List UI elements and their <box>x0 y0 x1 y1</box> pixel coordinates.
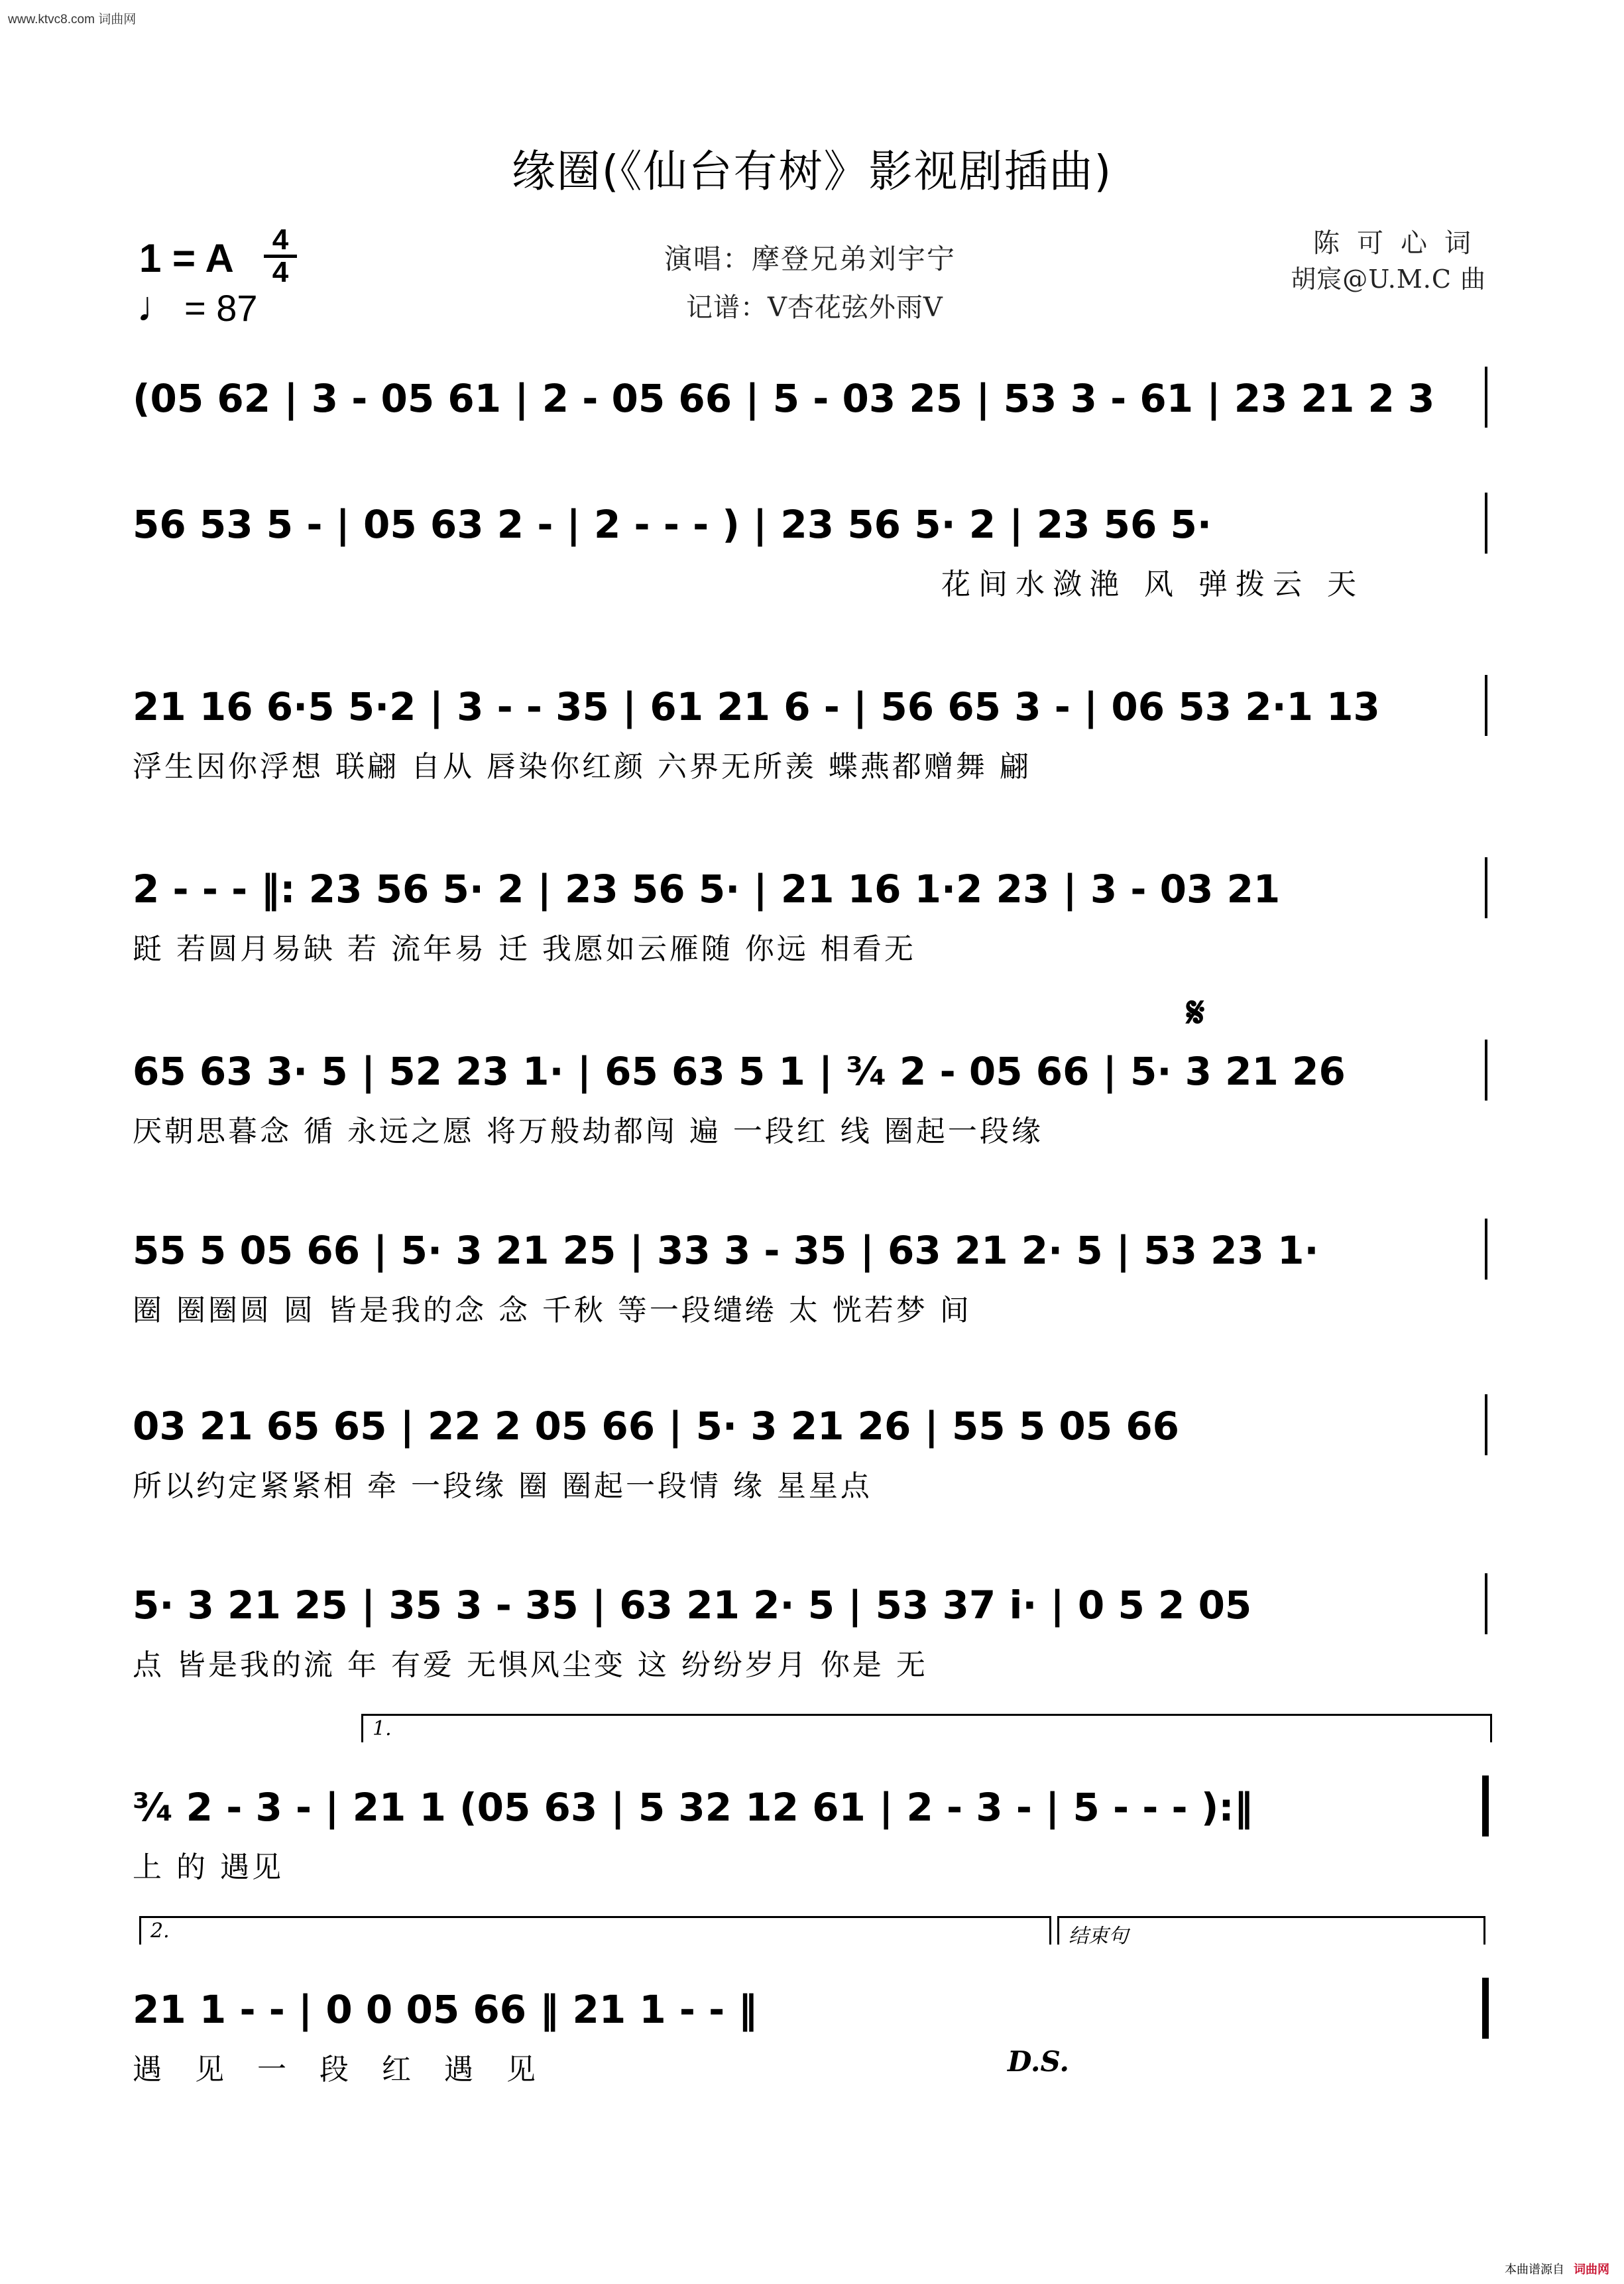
notation-line: 5· 3 21 25 | 35 3 - 35 | 63 21 2· 5 | 53 37 i· | 0 5 2 05 <box>133 1583 1252 1628</box>
tempo-mark <box>137 282 258 331</box>
score-system-1 <box>133 368 1491 474</box>
volta-bracket-1 <box>361 1714 1492 1742</box>
tempo-value: = 87 <box>184 287 258 329</box>
bar-line <box>1485 675 1487 736</box>
bar-line <box>1485 1573 1487 1634</box>
lyric-line: 浮生因你浮想 联翩 自从 唇染你红颜 六界无所羡 蝶燕都赠舞 翩 <box>133 750 1031 784</box>
lyric-line: 所以约定紧紧相 牵 一段缘 圈 圈起一段情 缘 星星点 <box>133 1469 872 1503</box>
lyric-line: 厌朝思暮念 循 永远之愿 将万般劫都闯 遍 一段红 线 圈起一段缘 <box>133 1114 1043 1148</box>
transcriber-credit: 记谱：V杏花弦外雨V <box>686 292 943 323</box>
coda-bracket <box>1057 1916 1485 1948</box>
key-signature: 1 = A <box>139 236 234 280</box>
volta-label: 1. <box>373 1717 392 1740</box>
score-system-7 <box>133 1396 1491 1502</box>
ds-mark: D.S. <box>1008 2045 1070 2078</box>
score-system-4 <box>133 859 1491 965</box>
bar-line <box>1485 1219 1487 1280</box>
notation-line: 21 1 - - | 0 0 05 66 ‖ 21 1 - - ‖ <box>133 1987 758 2032</box>
lyric-line: 遇 见 一 段 红 遇 见 <box>133 2053 548 2086</box>
composer-credit: 胡宸@U.M.C 曲 <box>1291 265 1486 294</box>
volta-label: 2. <box>150 1919 170 1943</box>
notation-line: (05 62 | 3 - 05 61 | 2 - 05 66 | 5 - 03 25 | 53 3 - 61 | 23 21 2 3 <box>133 376 1435 421</box>
site-footer <box>1505 2260 1609 2277</box>
notation-line: ³⁄₄ 2 - 3 - | 21 1 (05 63 | 5 32 12 61 | 2 - 3 - | 5 - - - ):‖ <box>133 1785 1253 1830</box>
score-system-8 <box>133 1575 1491 1681</box>
score-system-3 <box>133 676 1491 782</box>
score-system-5 <box>133 988 1491 1148</box>
time-numerator: 4 <box>264 225 297 258</box>
bar-line <box>1485 1394 1487 1455</box>
site-header-left: www.ktvc8.com 词曲网 <box>8 13 137 27</box>
segno-icon: 𝄋 <box>1187 988 1205 1038</box>
lyric-line: 点 皆是我的流 年 有爱 无惧风尘变 这 纷纷岁月 你是 无 <box>133 1648 928 1682</box>
final-bar-line <box>1482 1978 1489 2039</box>
time-signature <box>264 225 297 287</box>
bar-line <box>1485 857 1487 918</box>
page-title: 缘圈(《仙台有树》影视剧插曲) <box>511 146 1113 197</box>
notation-line: 2 - - - ‖: 23 56 5· 2 | 23 56 5· | 21 16 1·2 23 | 3 - 03 21 <box>133 867 1281 912</box>
lyric-line: 花间水潋滟 风 弹拨云 天 <box>941 568 1364 601</box>
footer-text: 本曲谱源自 <box>1505 2263 1564 2277</box>
score-system-2 <box>133 494 1491 600</box>
score-system-10 <box>133 1919 1491 2086</box>
lyricist-credit: 陈可心词 <box>1313 228 1488 259</box>
lyric-line: 跹 若圆月易缺 若 流年易 迁 我愿如云雁随 你远 相看无 <box>133 932 916 966</box>
notation-line: 65 63 3· 5 | 52 23 1· | 65 63 5 1 | ³⁄₄ 2 - 05 66 | 5· 3 21 26 <box>133 1049 1346 1094</box>
notation-line: 55 5 05 66 | 5· 3 21 25 | 33 3 - 35 | 63 21 2· 5 | 53 23 1· <box>133 1228 1319 1273</box>
footer-brand: 词曲网 <box>1574 2263 1609 2277</box>
notation-line: 03 21 65 65 | 22 2 05 66 | 5· 3 21 26 | 55 5 05 66 <box>133 1404 1180 1449</box>
bar-line <box>1485 1040 1487 1101</box>
bar-line <box>1485 493 1487 554</box>
bar-line <box>1485 367 1487 428</box>
lyric-line: 上 的 遇见 <box>133 1850 284 1884</box>
time-denominator: 4 <box>272 256 289 288</box>
score-system-6 <box>133 1220 1491 1326</box>
coda-label: 结束句 <box>1069 1925 1128 1948</box>
quarter-note-icon: ♩ <box>137 282 179 330</box>
volta-bracket-2 <box>139 1916 1051 1945</box>
repeat-end-bar <box>1482 1775 1489 1836</box>
notation-line: 56 53 5 - | 05 63 2 - | 2 - - - ) | 23 56 5· 2 | 23 56 5· <box>133 502 1212 547</box>
notation-line: 21 16 6·5 5·2 | 3 - - 35 | 61 21 6 - | 56 65 3 - | 06 53 2·1 13 <box>133 684 1380 729</box>
lyric-line: 圈 圈圈圆 圆 皆是我的念 念 千秋 等一段缱绻 太 恍若梦 间 <box>133 1293 972 1327</box>
score-system-9 <box>133 1717 1491 1884</box>
performer-credit: 演唱：摩登兄弟刘宇宁 <box>664 243 957 275</box>
